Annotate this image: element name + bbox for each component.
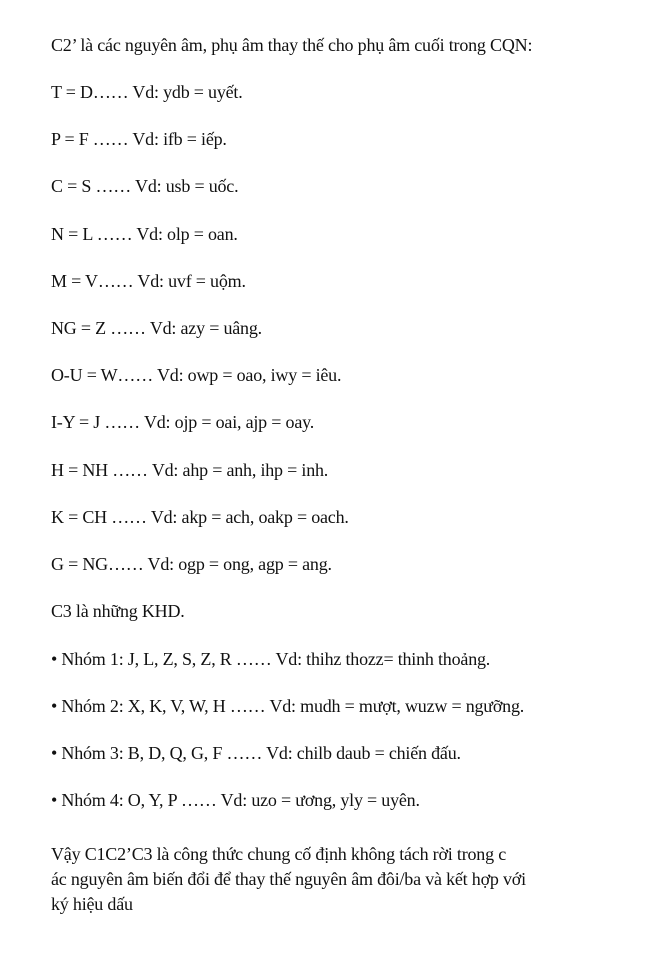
- rule-line: G = NG…… Vd: ogp = ong, agp = ang.: [51, 554, 332, 574]
- rule-line: K = CH …… Vd: akp = ach, oakp = oach.: [51, 507, 349, 527]
- rule-line: H = NH …… Vd: ahp = anh, ihp = inh.: [51, 460, 329, 480]
- rule-line: T = D…… Vd: ydb = uyết.: [51, 82, 243, 102]
- rule-line: M = V…… Vd: uvf = uộm.: [51, 271, 246, 291]
- rule-line: P = F …… Vd: ifb = iếp.: [51, 129, 227, 149]
- rule-line: O-U = W…… Vd: owp = oao, iwy = iêu.: [51, 365, 342, 385]
- intro-text: C2’ là các nguyên âm, phụ âm thay thế cho phụ âm cuối trong CQN:: [51, 35, 533, 55]
- group-line: • Nhóm 2: X, K, V, W, H …… Vd: mudh = mượt, wuzw = ngưỡng.: [51, 696, 525, 716]
- conclusion-line: Vậy C1C2’C3 là công thức chung cố định không tách rời trong c: [51, 844, 506, 864]
- conclusion-line: ác nguyên âm biến đổi để thay thế nguyên âm đôi/ba và kết hợp với: [51, 869, 526, 889]
- rule-line: C = S …… Vd: usb = uốc.: [51, 176, 239, 196]
- conclusion-line: ký hiệu dấu: [51, 894, 133, 914]
- c3-heading: C3 là những KHD.: [51, 601, 185, 621]
- group-line: • Nhóm 3: B, D, Q, G, F …… Vd: chilb daub = chiến đấu.: [51, 743, 461, 763]
- rule-line: NG = Z …… Vd: azy = uâng.: [51, 318, 262, 338]
- group-line: • Nhóm 1: J, L, Z, S, Z, R …… Vd: thihz thozz= thinh thoảng.: [51, 649, 491, 669]
- conclusion-paragraph: [51, 842, 611, 917]
- rule-line: N = L …… Vd: olp = oan.: [51, 224, 238, 244]
- rule-line: I-Y = J …… Vd: ojp = oai, ajp = oay.: [51, 412, 315, 432]
- group-line: • Nhóm 4: O, Y, P …… Vd: uzo = ương, yly = uyên.: [51, 790, 420, 810]
